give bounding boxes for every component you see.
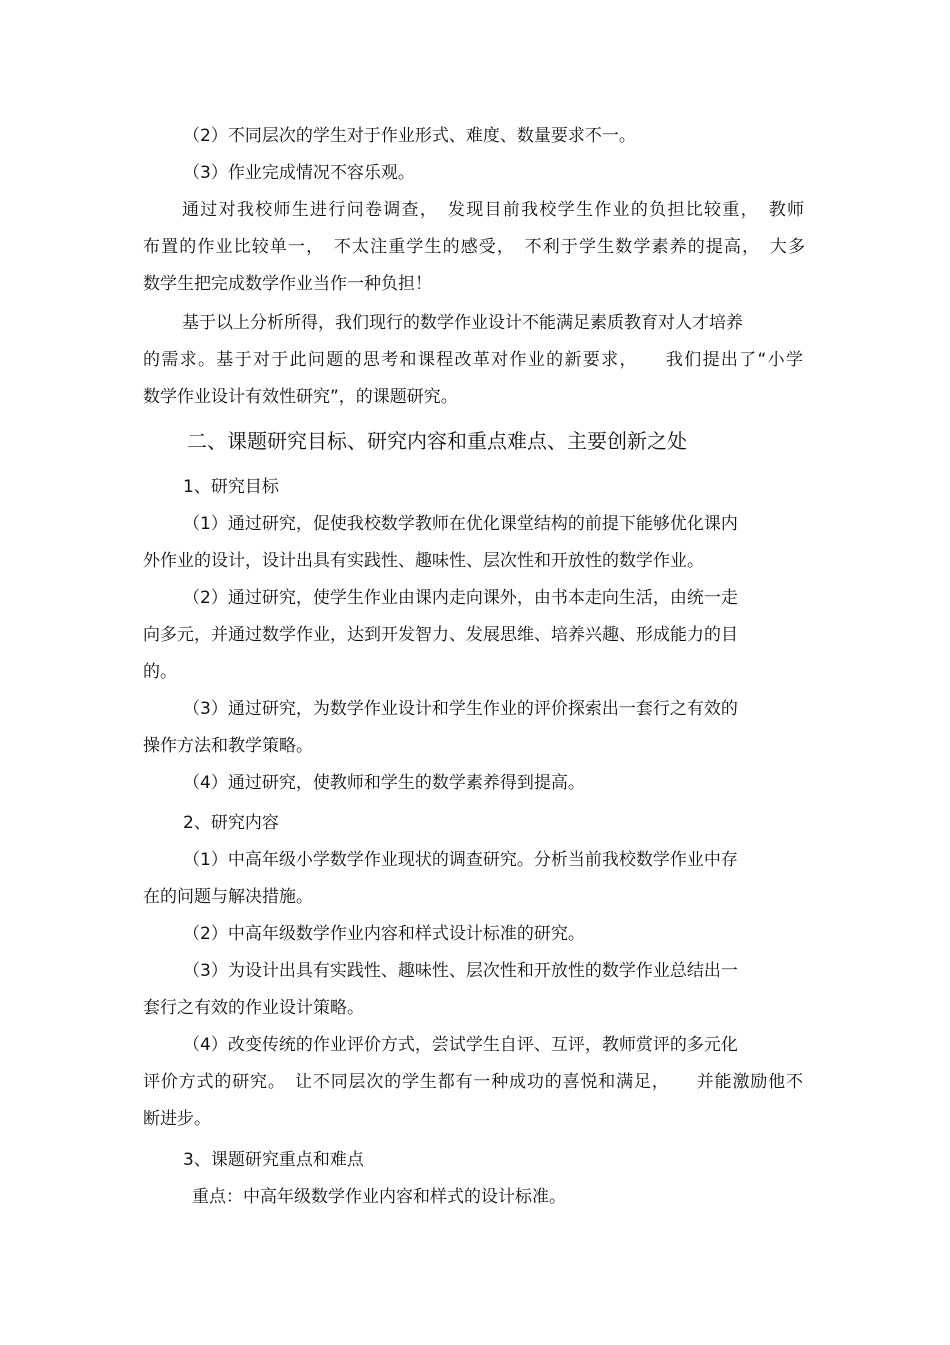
text-line: （2）中高年级数学作业内容和样式设计标准的研究。 bbox=[183, 924, 585, 944]
text-line: 外作业的设计，设计出具有实践性、趣味性、层次性和开放性的数学作业。 bbox=[143, 551, 704, 571]
text-line: （1）中高年级小学数学作业现状的调查研究。分析当前我校数学作业中存 bbox=[183, 850, 738, 870]
section-heading: 二、课题研究目标、研究内容和重点难点、主要创新之处 bbox=[187, 429, 687, 453]
text-line: 评价方式的研究。 让不同层次的学生都有一种成功的喜悦和满足， 并能激励他不 bbox=[143, 1072, 803, 1092]
text-line: 的需求。基于对于此问题的思考和课程改革对作业的新要求， 我们提出了“小学 bbox=[143, 350, 803, 370]
subsection-heading: 2、研究内容 bbox=[183, 813, 279, 833]
text-line: 断进步。 bbox=[143, 1109, 211, 1129]
text-line: 重点：中高年级数学作业内容和样式的设计标准。 bbox=[192, 1187, 566, 1207]
text-line: （3）通过研究，为数学作业设计和学生作业的评价探索出一套行之有效的 bbox=[183, 699, 738, 719]
text-line: 向多元，并通过数学作业，达到开发智力、发展思维、培养兴趣、形成能力的目 bbox=[143, 625, 738, 645]
text-line: （4）通过研究，使教师和学生的数学素养得到提高。 bbox=[183, 773, 585, 793]
text-line: （2）通过研究，使学生作业由课内走向课外，由书本走向生活，由统一走 bbox=[183, 588, 738, 608]
text-line: 套行之有效的作业设计策略。 bbox=[143, 998, 364, 1018]
text-line: （1）通过研究，促使我校数学教师在优化课堂结构的前提下能够优化课内 bbox=[183, 514, 738, 534]
subsection-heading: 3、课题研究重点和难点 bbox=[183, 1150, 364, 1170]
text-line: 操作方法和教学策略。 bbox=[143, 736, 313, 756]
text-line: （3）为设计出具有实践性、趣味性、层次性和开放性的数学作业总结出一 bbox=[183, 961, 738, 981]
text-line: 基于以上分析所得，我们现行的数学作业设计不能满足素质教育对人才培养 bbox=[182, 313, 743, 333]
text-line: （3）作业完成情况不容乐观。 bbox=[183, 163, 415, 183]
text-line: 通过对我校师生进行问卷调查， 发现目前我校学生作业的负担比较重， 教师 bbox=[182, 200, 804, 220]
text-line: 布置的作业比较单一， 不太注重学生的感受， 不利于学生数学素养的提高， 大多 bbox=[143, 237, 805, 257]
text-line: 在的问题与解决措施。 bbox=[143, 887, 313, 907]
subsection-heading: 1、研究目标 bbox=[183, 477, 279, 497]
text-line: （2）不同层次的学生对于作业形式、难度、数量要求不一。 bbox=[183, 126, 636, 146]
text-line: 的。 bbox=[143, 662, 177, 682]
text-line: 数学生把完成数学作业当作一种负担！ bbox=[143, 274, 432, 294]
text-line: 数学作业设计有效性研究”，的课题研究。 bbox=[143, 387, 458, 407]
text-line: （4）改变传统的作业评价方式，尝试学生自评、互评，教师赏评的多元化 bbox=[183, 1035, 738, 1055]
